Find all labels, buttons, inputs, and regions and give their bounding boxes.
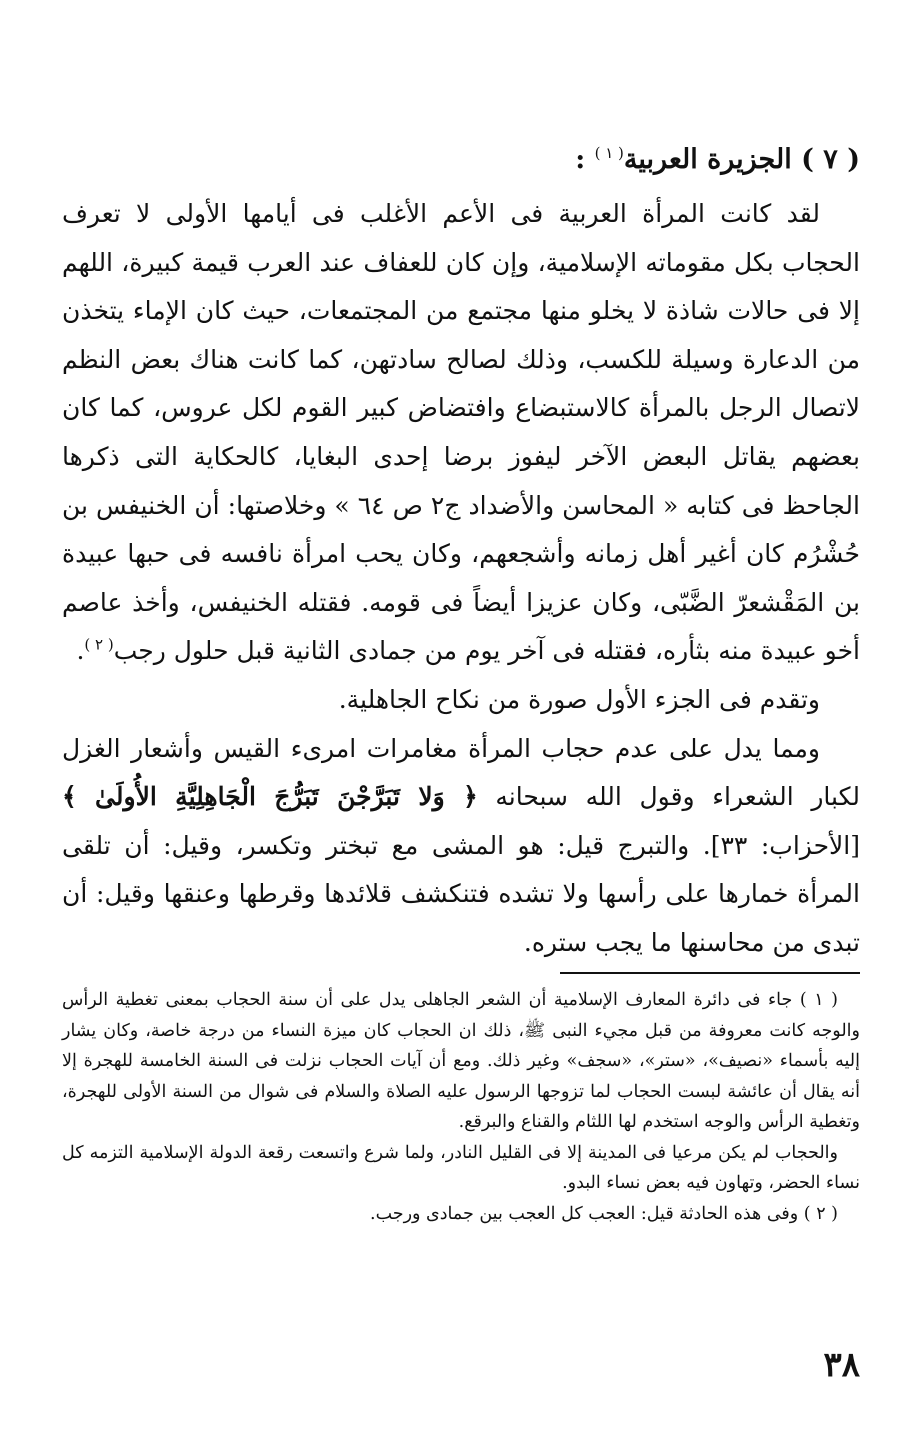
paragraph-3-text: ومما يدل على عدم حجاب المرأة مغامرات امرىء القيس وأشعار الغزل لكبار الشعراء وقول الله سبحانه	[62, 733, 860, 812]
paragraph-1-end: .	[76, 636, 85, 666]
paragraph-2-text: وتقدم فى الجزء الأول صورة من نكاح الجاهلية.	[338, 684, 820, 714]
footnote-1: ( ١ ) جاء فى دائرة المعارف الإسلامية أن الشعر الجاهلى يدل على أن سنة الحجاب بمعنى تغطية الرأس والوجه كانت معروفة من قبل مجيء النبى ﷺ، ذلك ان الحجاب كان ميزة النساء من درجة خاصة، وكان يشار إليه بأسماء «نصيف»، «ستر»، «سجف» وغير ذلك. ومع أن آيات الحجاب نزلت فى السنة الخامسة للهجرة إلا أنه يقال أن عائشة لبست الحجاب لما تزوجها الرسول عليه الصلاة والسلام فى شوال من السنة الأولى للهجرة، وتغطية الرأس والوجه استخدم لها اللثام والقناع والبرقع.	[62, 990, 860, 1132]
footnote-1-continuation: والحجاب لم يكن مرعيا فى المدينة إلا فى القليل النادر، ولما شرع واتسعت رقعة الدولة الإسلامية التزمه كل نساء الحضر، وتهاون فيه بعض نساء البدو.	[62, 1142, 860, 1193]
paragraph-1	[62, 190, 860, 676]
page-number: ٣٨	[823, 1345, 860, 1385]
footnote-divider	[560, 972, 860, 974]
body-text	[62, 190, 860, 968]
paragraph-3	[62, 725, 860, 968]
paragraph-2	[62, 676, 860, 725]
paragraph-1-text: لقد كانت المرأة العربية فى الأعم الأغلب فى أيامها الأولى لا تعرف الحجاب بكل مقوماته الإسلامية، وإن كان للعفاف عند العرب قيمة كبيرة، اللهم إلا فى حالات شاذة لا يخلو منها مجتمع من المجتمعات، حيث كان الإماء يتخذن من الدعارة وسيلة للكسب، وذلك لصالح سادتهن، كما كانت هناك بعض النظم لاتصال الرجل بالمرأة كالاستبضاع وافتضاض كبير القوم لكل عروس، كما كان بعضهم يقاتل البعض الآخر ليفوز برضا إحدى البغايا، كالحكاية التى ذكرها الجاحظ فى كتابه « المحاسن والأضداد ج٢ ص ٦٤ » وخلاصتها: أن الخنيفس بن حُشْرُم كان أغير أهل زمانه وأشجعهم، وكان يحب امرأة نافسه فى حبها عبيدة بن المَقْشعرّ الضَّبّى، وكان عزيزا أيضاً فى قومه. فقتله الخنيفس، وأخذ عاصم أخو عبيدة منه بثأره، فقتله فى آخر يوم من جمادى الثانية قبل حلول رجب	[62, 199, 860, 666]
heading-footnote-ref: ( ١ )	[594, 144, 624, 162]
section-heading	[62, 140, 860, 180]
heading-text: ( ٧ ) الجزيرة العربية	[623, 144, 860, 175]
paragraph-1-footnote-ref: ( ٢ )	[84, 636, 114, 655]
footnotes	[62, 985, 860, 1229]
heading-colon: :	[575, 144, 586, 175]
footnote-2: ( ٢ ) وفى هذه الحادثة قيل: العجب كل العجب بين جمادى ورجب.	[370, 1203, 838, 1224]
quran-verse: ﴿ وَلا تَبَرَّجْنَ تَبَرُّجَ الْجَاهِلِيَّةِ الأُولَىٰ ﴾	[62, 782, 478, 812]
paragraph-3-continuation: [الأحزاب: ٣٣]. والتبرج قيل: هو المشى مع تبختر وتكسر، وقيل: أن تلقى المرأة خمارها على رأسها ولا تشده فتنكشف قلائدها وقرطها وعنقها وقيل: أن تبدى من محاسنها ما يجب ستره.	[62, 830, 860, 957]
